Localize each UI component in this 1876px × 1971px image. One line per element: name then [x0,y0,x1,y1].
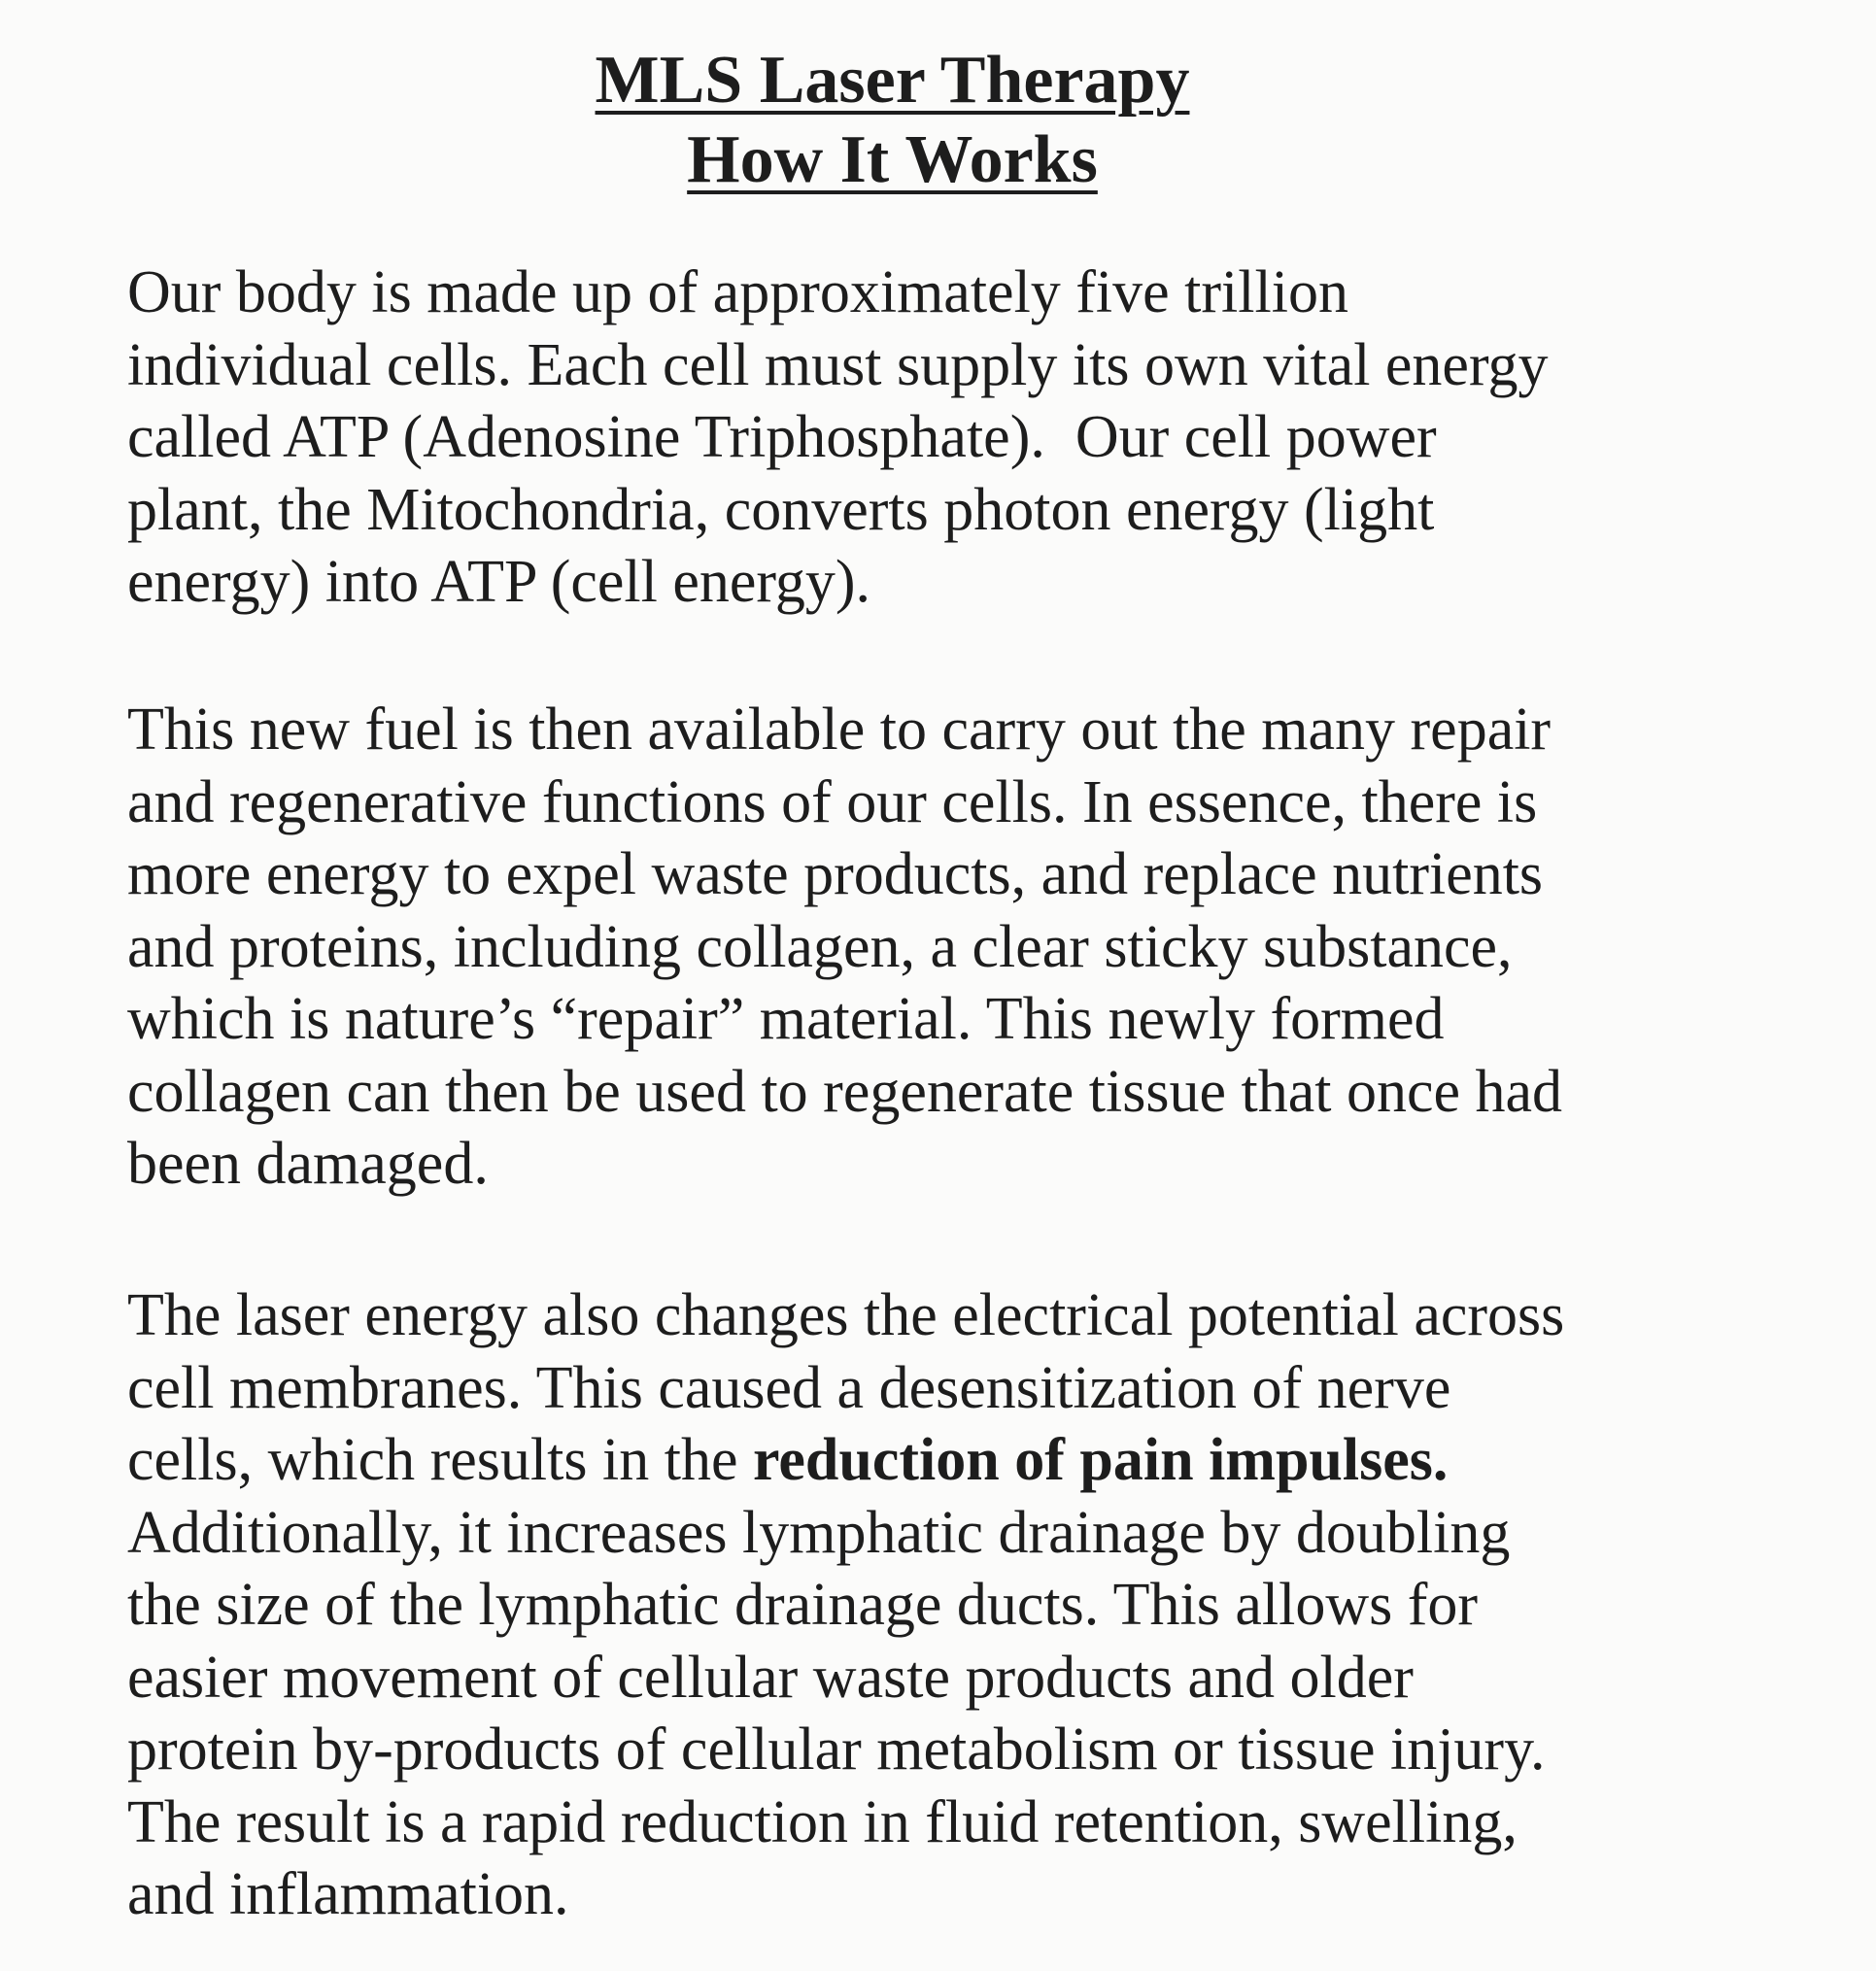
paragraph-line: collagen can then be used to regenerate tissue that once had [127,1058,1563,1125]
title-text-2: How It Works [687,122,1098,197]
document-title [0,41,1785,200]
paragraph-line: This new fuel is then available to carry out the many repair [127,697,1552,763]
paragraph-line: The result is a rapid reduction in fluid retention, swelling, [127,1788,1518,1855]
paragraph-line: energy) into ATP (cell energy). [127,549,871,615]
paragraph-line: individual cells. Each cell must supply its own vital energy [127,331,1549,398]
paragraph-line: The laser energy also changes the electrical potential across [127,1282,1565,1348]
paragraph-line: called ATP (Adenosine Triphosphate). Our cell power [127,404,1437,470]
paragraph-line: Our body is made up of approximately five trillion [127,259,1348,325]
line-prefix: cells, which results in the [127,1427,753,1493]
paragraph-line: which is nature’s “repair” material. This newly formed [127,986,1445,1052]
paragraph-line: plant, the Mitochondria, converts photon energy (light [127,476,1435,543]
paragraph-3 [127,1279,1682,1931]
title-text-1: MLS Laser Therapy [595,43,1190,118]
paragraph-line: and inflammation. [127,1861,569,1927]
paragraph-line: the size of the lymphatic drainage ducts. This allows for [127,1572,1479,1638]
paragraph-line: more energy to expel waste products, and replace nutrients [127,841,1544,907]
emphasis-text: reduction of pain impulses. [752,1427,1449,1493]
paragraph-line-with-emphasis [127,1424,1682,1497]
paragraph-2 [127,694,1682,1201]
paragraph-line: easier movement of cellular waste products and older [127,1644,1414,1711]
paragraph-line: and proteins, including collagen, a clear sticky substance, [127,913,1513,980]
paragraph-line: cell membranes. This caused a desensitization of nerve [127,1354,1451,1421]
paragraph-line: and regenerative functions of our cells. In essence, there is [127,768,1538,835]
title-line-1 [0,41,1785,120]
paragraph-line: Additionally, it increases lymphatic drainage by doubling [127,1499,1511,1566]
paragraph-line: protein by-products of cellular metabolism or tissue injury. [127,1716,1546,1783]
paragraph-line: been damaged. [127,1131,489,1197]
title-line-2 [0,120,1785,200]
paragraph-1 [127,256,1682,619]
